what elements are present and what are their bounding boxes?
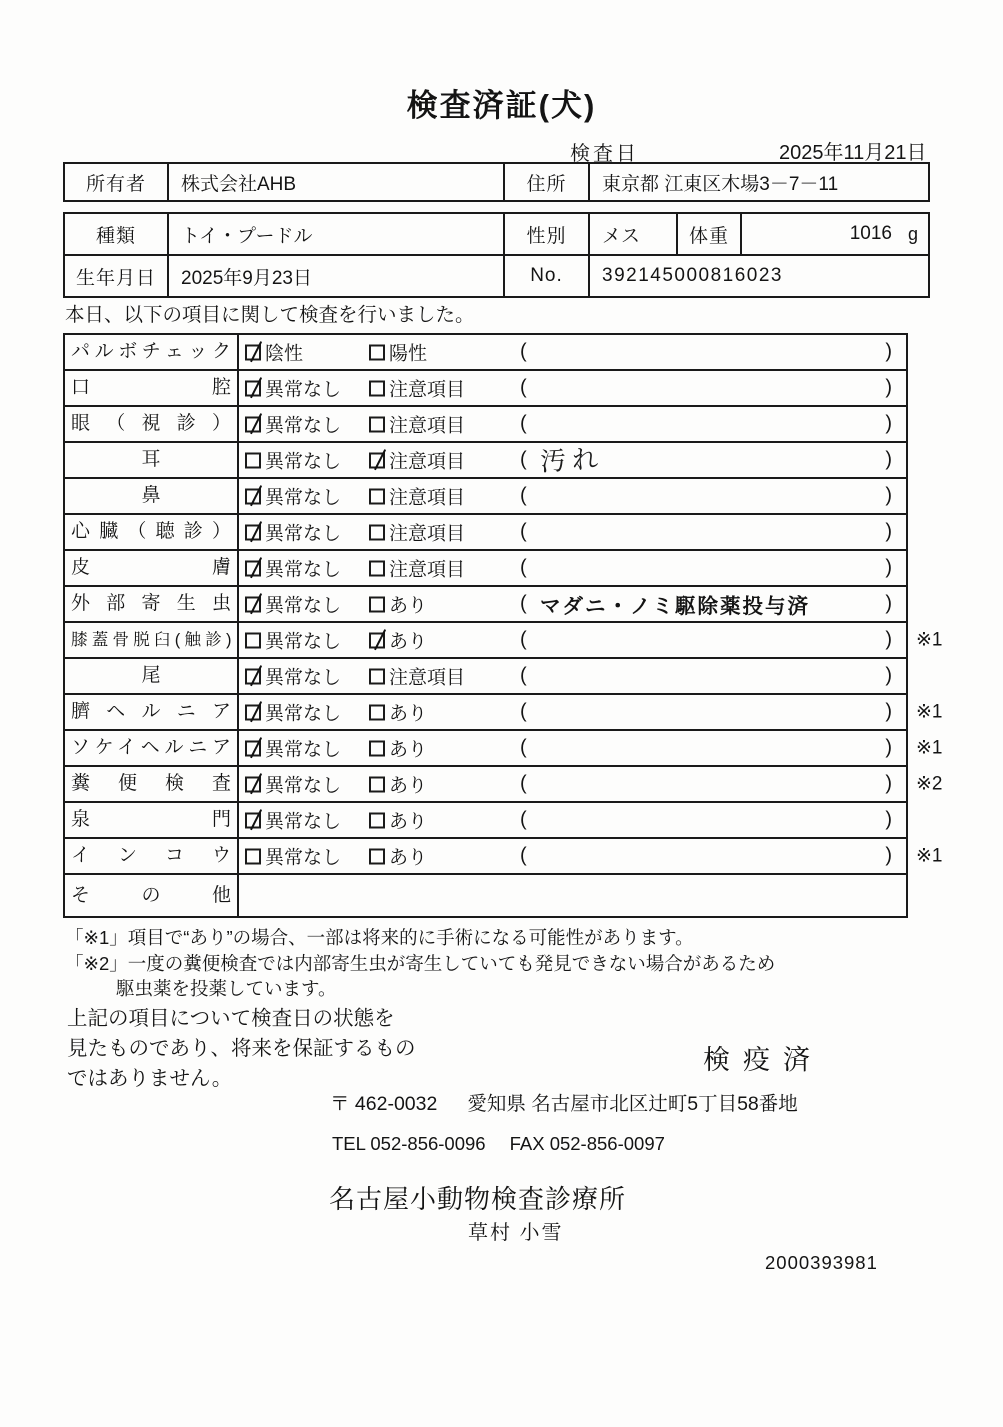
option-normal: 異常なし xyxy=(245,627,341,654)
certificate-no-label: No. xyxy=(505,256,590,296)
item-label: 鼻 xyxy=(65,479,239,513)
checkbox-icon xyxy=(369,812,385,828)
checklist-row-mouth xyxy=(65,371,906,407)
owner-name: 株式会社AHB xyxy=(169,164,505,200)
pet-table xyxy=(63,212,930,298)
option-normal: 異常なし xyxy=(245,735,341,762)
paren-open: ( xyxy=(520,772,527,795)
paren-close: ) xyxy=(885,484,892,507)
breed-label: 種類 xyxy=(65,214,169,254)
checkbox-icon xyxy=(245,596,261,612)
option-normal: 異常なし xyxy=(245,411,341,438)
paren-close: ) xyxy=(885,340,892,363)
birthdate-value: 2025年9月23日 xyxy=(169,256,505,296)
paren-close: ) xyxy=(885,448,892,471)
check-mark-icon xyxy=(374,449,387,471)
option-caution: 注意項目 xyxy=(369,555,465,582)
option-normal: 異常なし xyxy=(245,771,341,798)
serial-number: 2000393981 xyxy=(765,1252,878,1273)
veterinarian-name: 草村 小雪 xyxy=(468,1222,564,1244)
checkbox-icon xyxy=(369,596,385,612)
item-label: 耳 xyxy=(65,443,239,477)
option-normal: 異常なし xyxy=(245,447,341,474)
check-mark-icon xyxy=(250,341,263,363)
checkbox-icon xyxy=(245,416,261,432)
check-mark-icon xyxy=(250,593,263,615)
weight-label: 体重 xyxy=(678,214,742,254)
reference-mark: ※2 xyxy=(916,773,943,795)
handwritten-note: 汚れ xyxy=(539,443,605,477)
reference-mark: ※1 xyxy=(916,845,943,867)
paren-open: ( xyxy=(520,844,527,867)
check-mark-icon xyxy=(250,485,263,507)
option-normal: 異常なし xyxy=(245,591,341,618)
check-mark-icon xyxy=(250,773,263,795)
paren-close: ) xyxy=(885,844,892,867)
paren-open: ( xyxy=(520,484,527,507)
option-caution: 注意項目 xyxy=(369,519,465,546)
checklist-row-eyes xyxy=(65,407,906,443)
checkbox-icon xyxy=(369,380,385,396)
item-label: 尾 xyxy=(65,659,239,693)
option-normal: 異常なし xyxy=(245,843,341,870)
certificate-no-value: 392145000816023 xyxy=(602,265,784,286)
item-label: 糞便検査 xyxy=(65,767,239,801)
checkbox-icon xyxy=(245,740,261,756)
reference-mark: ※1 xyxy=(916,701,943,723)
checkbox-icon xyxy=(369,560,385,576)
option-normal: 異常なし xyxy=(245,375,341,402)
sex-label: 性別 xyxy=(505,214,590,254)
paren-close: ) xyxy=(885,376,892,399)
owner-address-value: 東京都 江東区木場3－7－11 xyxy=(602,173,839,195)
option-positive: 陽性 xyxy=(369,339,427,366)
item-label: ソケイヘルニア xyxy=(65,731,239,765)
option-normal: 異常なし xyxy=(245,483,341,510)
item-label: 眼（視診） xyxy=(65,407,239,441)
option-negative: 陰性 xyxy=(245,339,303,366)
owner-label: 所有者 xyxy=(65,164,169,200)
owner-table xyxy=(63,162,930,202)
item-label: パルボチェック xyxy=(65,335,239,369)
checkbox-icon xyxy=(245,632,261,648)
weight-value xyxy=(742,214,928,254)
paren-close: ) xyxy=(885,592,892,615)
checkbox-icon xyxy=(369,740,385,756)
checkbox-icon xyxy=(369,668,385,684)
option-present: あり xyxy=(369,807,427,834)
checkbox-icon xyxy=(369,344,385,360)
paren-open: ( xyxy=(520,520,527,543)
checklist-row-parvo xyxy=(65,335,906,371)
paren-open: ( xyxy=(520,376,527,399)
paren-open: ( xyxy=(520,340,527,363)
item-label: その他 xyxy=(65,875,239,916)
quarantine-stamp: 検疫済 xyxy=(703,1045,823,1075)
checkbox-icon xyxy=(369,416,385,432)
item-label: 泉門 xyxy=(65,803,239,837)
item-label: 外部寄生虫 xyxy=(65,587,239,621)
check-mark-icon xyxy=(250,701,263,723)
paren-open: ( xyxy=(520,628,527,651)
checkbox-icon xyxy=(369,848,385,864)
checklist-row-ectoparasites xyxy=(65,587,906,623)
other-empty-field xyxy=(239,875,906,916)
option-normal: 異常なし xyxy=(245,519,341,546)
item-label: 膝蓋骨脱臼(触診) xyxy=(65,623,239,657)
checkbox-icon xyxy=(369,524,385,540)
note-text: マダニ・ノミ駆除薬投与済 xyxy=(540,595,810,618)
check-mark-icon xyxy=(250,521,263,543)
reference-mark: ※1 xyxy=(916,737,943,759)
checkbox-icon xyxy=(369,776,385,792)
checklist-row-ears xyxy=(65,443,906,479)
disclaimer-text: 上記の項目について検査日の状態を 見たものであり、将来を保証するもの ではありません。 xyxy=(67,1007,416,1090)
footnote-1: 「※1」項目で“あり”の場合、一部は将来的に手術になる可能性があります。 xyxy=(65,927,694,948)
checkbox-icon xyxy=(369,632,385,648)
checklist-row-umbilical-hernia xyxy=(65,695,943,731)
checklist-row-fecal-exam xyxy=(65,767,943,803)
checkbox-icon xyxy=(245,812,261,828)
weight-unit: g xyxy=(907,223,918,244)
checkbox-icon xyxy=(245,560,261,576)
option-normal: 異常なし xyxy=(245,663,341,690)
checkbox-icon xyxy=(369,488,385,504)
checklist-row-patella xyxy=(65,623,943,659)
item-label: インコウ xyxy=(65,839,239,873)
option-caution: 注意項目 xyxy=(369,375,465,402)
checklist-row-inkou xyxy=(65,839,943,875)
owner-address-label: 住所 xyxy=(505,164,590,200)
clinic-name: 名古屋小動物検査診療所 xyxy=(329,1184,627,1214)
checkbox-icon xyxy=(369,704,385,720)
check-mark-icon xyxy=(374,629,387,651)
breed-value: トイ・プードル xyxy=(169,214,505,254)
clinic-postal-address xyxy=(330,1088,798,1116)
option-normal: 異常なし xyxy=(245,807,341,834)
check-mark-icon xyxy=(250,737,263,759)
paren-open: ( xyxy=(520,556,527,579)
paren-close: ) xyxy=(885,628,892,651)
clinic-address: 愛知県 名古屋市北区辻町5丁目58番地 xyxy=(467,1093,798,1115)
paren-open: ( xyxy=(520,736,527,759)
checkbox-icon xyxy=(245,452,261,468)
footnote-2-line2: 駆虫薬を投薬しています。 xyxy=(116,978,337,999)
option-present: あり xyxy=(369,771,427,798)
paren-open: ( xyxy=(520,448,527,471)
check-mark-icon xyxy=(250,413,263,435)
intro-text: 本日、以下の項目に関して検査を行いました。 xyxy=(65,304,475,326)
check-mark-icon xyxy=(250,377,263,399)
option-normal: 異常なし xyxy=(245,699,341,726)
paren-close: ) xyxy=(885,700,892,723)
checkbox-icon xyxy=(245,344,261,360)
paren-open: ( xyxy=(520,592,527,615)
checkbox-icon xyxy=(245,704,261,720)
checkbox-icon xyxy=(245,776,261,792)
paren-open: ( xyxy=(520,700,527,723)
item-label: 皮膚 xyxy=(65,551,239,585)
checkbox-icon xyxy=(369,452,385,468)
document-title: 検査済証(犬) xyxy=(406,88,597,123)
item-label: 口腔 xyxy=(65,371,239,405)
check-mark-icon xyxy=(250,557,263,579)
option-present: あり xyxy=(369,591,427,618)
checklist-row-heart xyxy=(65,515,906,551)
clinic-fax: FAX 052-856-0097 xyxy=(509,1133,665,1154)
clinic-tel: TEL 052-856-0096 xyxy=(332,1133,486,1154)
checklist-row-skin xyxy=(65,551,906,587)
checklist-row-other xyxy=(65,875,906,916)
check-mark-icon xyxy=(250,809,263,831)
footnote-2-line1: 「※2」一度の糞便検査では内部寄生虫が寄生していても発見できない場合があるため xyxy=(65,953,776,974)
paren-open: ( xyxy=(520,412,527,435)
paren-close: ) xyxy=(885,736,892,759)
checkbox-icon xyxy=(245,488,261,504)
check-mark-icon xyxy=(250,665,263,687)
paren-close: ) xyxy=(885,520,892,543)
checkbox-icon xyxy=(245,848,261,864)
option-present: あり xyxy=(369,843,427,870)
reference-mark: ※1 xyxy=(916,629,943,651)
paren-close: ) xyxy=(885,412,892,435)
paren-open: ( xyxy=(520,664,527,687)
exam-date-label: 検査日 xyxy=(570,143,639,165)
sex-value: メス xyxy=(590,214,678,254)
checkbox-icon xyxy=(245,524,261,540)
checkbox-icon xyxy=(245,668,261,684)
checklist-row-nose xyxy=(65,479,906,515)
option-present: あり xyxy=(369,627,427,654)
paren-close: ) xyxy=(885,664,892,687)
option-normal: 異常なし xyxy=(245,555,341,582)
paren-close: ) xyxy=(885,772,892,795)
checkbox-icon xyxy=(245,380,261,396)
exam-date-value: 2025年11月21日 xyxy=(779,142,927,164)
paren-open: ( xyxy=(520,808,527,831)
clinic-phone-line xyxy=(332,1133,665,1155)
checklist-row-fontanelle xyxy=(65,803,906,839)
item-label: 臍ヘルニア xyxy=(65,695,239,729)
option-caution: 注意項目 xyxy=(369,483,465,510)
option-present: あり xyxy=(369,735,427,762)
paren-close: ) xyxy=(885,556,892,579)
option-caution: 注意項目 xyxy=(369,411,465,438)
item-label: 心臓（聴診） xyxy=(65,515,239,549)
weight-number: 1016 xyxy=(849,223,892,244)
checklist-row-tail xyxy=(65,659,906,695)
checklist-table xyxy=(63,333,943,918)
birthdate-label: 生年月日 xyxy=(65,256,169,296)
option-caution: 注意項目 xyxy=(369,447,465,474)
paren-close: ) xyxy=(885,808,892,831)
option-present: あり xyxy=(369,699,427,726)
postal-code: 〒 462-0032 xyxy=(330,1093,438,1115)
checklist-row-inguinal-hernia xyxy=(65,731,943,767)
option-caution: 注意項目 xyxy=(369,663,465,690)
